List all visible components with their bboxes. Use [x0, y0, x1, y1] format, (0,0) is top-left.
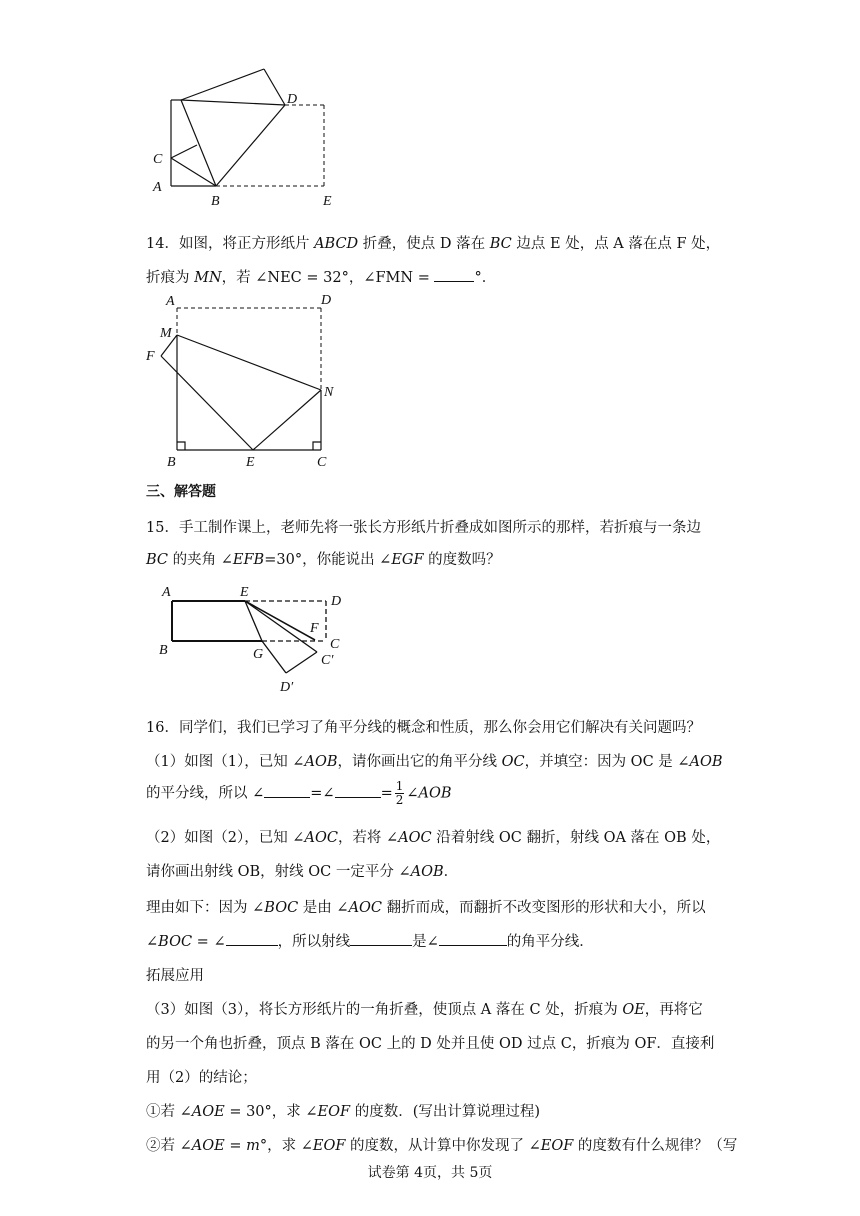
answer-blank — [434, 267, 474, 282]
figure-15 — [150, 578, 360, 700]
label-C-prime: C′ — [321, 653, 334, 668]
q16-part3-line1: （3）如图（3），将长方形纸片的一角折叠，使顶点 A 落在 C 处，折痕为 OE，再将它 — [146, 1002, 703, 1018]
answer-blank — [264, 783, 310, 798]
q15-line2: BC 的夹角 ∠EFB=30°，你能说出 ∠EGF 的度数吗？ — [146, 552, 501, 568]
label-E: E — [323, 194, 332, 209]
label-F: F — [146, 349, 155, 364]
label-A: A — [153, 180, 162, 195]
label-C: C — [153, 152, 163, 167]
answer-blank — [439, 931, 507, 946]
page-footer: 试卷第 4页，共 5页 — [367, 1165, 493, 1181]
label-B: B — [211, 194, 220, 209]
q16-line1: 16．同学们，我们已学习了角平分线的概念和性质，那么你会用它们解决有关问题吗？ — [146, 720, 701, 736]
q14-line2: 折痕为 MN，若 ∠NEC = 32°，∠FMN = °． — [146, 266, 496, 287]
label-D-prime: D′ — [280, 680, 294, 695]
section-title: 三、解答题 — [146, 484, 216, 500]
label-G: G — [253, 647, 264, 662]
fraction-half: $\frac{1}{2}$ — [395, 779, 404, 807]
q16-sub2: ②若 ∠AOE = m°，求 ∠EOF 的度数，从计算中你发现了 ∠EOF 的度数有什么规律？（写 — [146, 1138, 738, 1154]
label-M: M — [160, 326, 172, 341]
q16-part1-line2: 的平分线，所以 ∠ =∠ = $\frac{1}{2}$ ∠AOB — [146, 779, 452, 807]
q16-reason-line2: ∠BOC = ∠ ，所以射线 是∠ 的角平分线． — [146, 930, 594, 951]
label-E: E — [240, 585, 249, 600]
label-C: C — [330, 637, 340, 652]
label-B: B — [167, 455, 176, 470]
label-N: N — [324, 385, 334, 400]
q16-part1-line1: （1）如图（1），已知 ∠AOB，请你画出它的角平分线 OC，并填空：因为 OC 是 ∠AOB — [146, 754, 723, 770]
label-D: D — [287, 92, 298, 107]
label-E: E — [246, 455, 255, 470]
answer-blank — [226, 931, 278, 946]
figure-14 — [140, 290, 350, 470]
answer-blank — [335, 783, 381, 798]
label-A: A — [162, 585, 171, 600]
q16-part2-line2: 请你画出射线 OB，射线 OC 一定平分 ∠AOB． — [146, 864, 459, 880]
q16-sub1: ①若 ∠AOE = 30°，求 ∠EOF 的度数．(写出计算说理过程) — [146, 1104, 541, 1120]
label-D: D — [321, 293, 332, 308]
figure-13 — [140, 60, 350, 212]
q14-line1: 14．如图，将正方形纸片 ABCD 折叠，使点 D 落在 BC 边点 E 处，点 A 落在点 F 处， — [146, 236, 721, 252]
label-B: B — [159, 643, 168, 658]
answer-blank — [350, 931, 412, 946]
q16-part2-line1: （2）如图（2），已知 ∠AOC，若将 ∠AOC 沿着射线 OC 翻折，射线 OA 落在 OB 处， — [146, 830, 721, 846]
q15-line1: 15．手工制作课上，老师先将一张长方形纸片折叠成如图所示的那样，若折痕与一条边 — [146, 520, 701, 536]
q16-reason-line1: 理由如下：因为 ∠BOC 是由 ∠AOC 翻折而成，而翻折不改变图形的形状和大小，所以 — [146, 900, 706, 916]
label-F: F — [310, 621, 319, 636]
q16-part3-line2: 的另一个角也折叠，顶点 B 落在 OC 上的 D 处并且使 OD 过点 C，折痕为 OF．直接利 — [146, 1036, 715, 1052]
label-A: A — [166, 294, 175, 309]
extension-heading: 拓展应用 — [146, 968, 204, 984]
label-C: C — [317, 455, 327, 470]
q16-part3-line3: 用（2）的结论； — [146, 1070, 257, 1086]
label-D: D — [331, 594, 342, 609]
